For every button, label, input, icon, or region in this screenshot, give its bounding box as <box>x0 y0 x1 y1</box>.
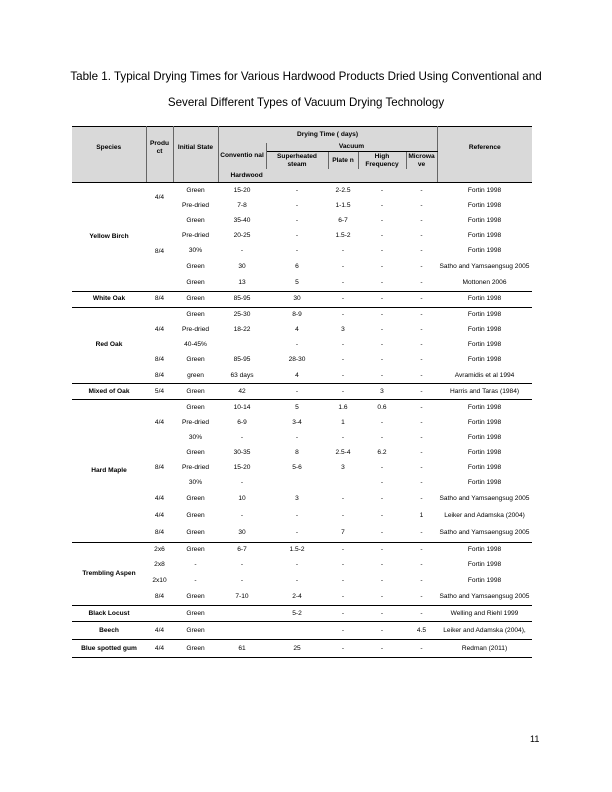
hf-cell: - <box>358 640 406 658</box>
conventional-cell: 42 <box>218 384 266 400</box>
hf-cell: - <box>380 326 384 334</box>
platen-cell: - <box>341 279 345 287</box>
product-cell: 4/4 <box>146 400 173 446</box>
superheated-cell: 4 <box>295 326 299 334</box>
hf-cell: - <box>380 512 384 520</box>
platen-cell: - <box>328 606 358 622</box>
microwave-cell: - <box>420 464 423 472</box>
platen-cell: - <box>341 262 345 270</box>
conventional-cell: 35-40 <box>233 216 251 224</box>
state-cell: Pre-dried <box>181 231 210 239</box>
reference-cell: Fortin 1998 <box>467 246 502 254</box>
header-vacuum: Vacuum <box>266 143 437 152</box>
platen-cell: - <box>328 640 358 658</box>
conventional-cell: 18-22 <box>233 326 251 334</box>
platen-cell: 6-7 <box>338 216 348 224</box>
platen-cell <box>328 476 358 491</box>
microwave-cell: - <box>406 291 437 307</box>
table-title-line-2: Several Different Types of Vacuum Drying Technology <box>167 96 445 109</box>
product-cell: 2x10 <box>152 576 167 584</box>
superheated-cell: - <box>295 561 299 569</box>
conventional-cell: - <box>240 246 244 254</box>
product-cell <box>146 606 173 622</box>
header-platen: Plate n <box>328 152 358 170</box>
hf-cell: - <box>380 433 384 441</box>
reference-cell: Fortin 1998 <box>467 216 502 224</box>
reference-cell: Fortin 1998 <box>437 291 532 307</box>
microwave-cell: - <box>420 561 423 569</box>
platen-cell: - <box>341 592 345 600</box>
reference-cell: Harris and Taras (1984) <box>437 384 532 400</box>
platen-cell: - <box>341 341 345 349</box>
conventional-cell: 15-20 <box>233 464 251 472</box>
species-cell: Red Oak <box>72 307 146 383</box>
platen-cell: - <box>341 371 345 379</box>
reference-cell: Fortin 1998 <box>467 186 502 194</box>
state-cell: Green <box>186 495 205 503</box>
species-cell: Blue spotted gum <box>72 640 146 658</box>
superheated-cell: 5-2 <box>266 606 328 622</box>
state-cell: - <box>194 561 197 569</box>
reference-cell: Welling and Riehl 1999 <box>437 606 532 622</box>
state-cell: Green <box>186 356 205 364</box>
drying-times-table <box>72 126 532 658</box>
platen-cell: - <box>341 561 345 569</box>
platen-cell: - <box>341 576 345 584</box>
reference-cell: Fortin 1998 <box>467 576 502 584</box>
product-cell: 4/4 <box>154 512 165 520</box>
header-product: Produ ct <box>146 127 173 170</box>
reference-cell: Leiker and Adamska (2004) <box>444 512 525 520</box>
microwave-cell: - <box>420 433 423 441</box>
state-cell: Green <box>186 216 205 224</box>
conventional-cell: 15-20 <box>233 186 251 194</box>
product-cell: 8/4 <box>154 592 165 600</box>
header-drying-time: Drying Time ( days) <box>218 127 437 144</box>
conventional-cell: 7-10 <box>235 592 249 600</box>
microwave-cell: - <box>420 231 423 239</box>
hf-cell: 6.2 <box>377 449 387 457</box>
hf-cell: - <box>380 464 384 472</box>
microwave-cell: - <box>406 307 437 323</box>
microwave-cell: - <box>420 186 423 194</box>
species-cell: Black Locust <box>72 606 146 622</box>
microwave-cell: - <box>420 341 423 349</box>
product-cell: 8/4 <box>146 291 173 307</box>
conventional-cell: - <box>240 433 244 441</box>
hf-cell: - <box>380 201 384 209</box>
microwave-cell: - <box>406 606 437 622</box>
hf-cell: - <box>380 418 384 426</box>
microwave-cell: - <box>420 529 423 537</box>
product-cell: 8/4 <box>154 464 165 472</box>
superheated-cell: 30 <box>266 291 328 307</box>
conventional-cell: 6-7 <box>218 542 266 558</box>
superheated-cell: - <box>266 384 328 400</box>
platen-cell: 3 <box>341 326 345 334</box>
superheated-cell: - <box>295 341 299 349</box>
species-cell: Mixed of Oak <box>72 384 146 400</box>
species-cell: Trembling Aspen <box>72 542 146 605</box>
reference-cell: Fortin 1998 <box>467 201 502 209</box>
microwave-cell: 1 <box>419 512 424 520</box>
product-cell: 4/4 <box>146 622 173 640</box>
conventional-cell: 7-8 <box>237 201 247 209</box>
page-number: 11 <box>530 734 540 744</box>
header-hardwood: Hardwood <box>218 169 437 183</box>
reference-cell: Fortin 1998 <box>467 464 502 472</box>
hf-cell: - <box>380 231 384 239</box>
reference-cell: Satho and Yamsaengsug 2005 <box>439 262 530 270</box>
superheated-cell: 25 <box>266 640 328 658</box>
header-species: Species <box>72 127 146 170</box>
microwave-cell: - <box>420 449 423 457</box>
header-initial-state: Initial State <box>173 127 218 170</box>
state-cell: 30% <box>188 246 203 254</box>
microwave-cell: - <box>406 542 437 558</box>
reference-cell: Mottonen 2006 <box>462 279 507 287</box>
state-cell: Green <box>173 622 218 640</box>
conventional-cell: - <box>240 576 244 584</box>
species-cell: Beech <box>72 622 146 640</box>
reference-cell: Fortin 1998 <box>437 542 532 558</box>
superheated-cell: - <box>295 512 299 520</box>
header-high-frequency: High Frequency <box>358 152 406 170</box>
header-conventional: Conventio nal <box>218 143 266 169</box>
state-cell: Green <box>173 542 218 558</box>
conventional-cell <box>218 606 266 622</box>
superheated-cell: - <box>295 231 299 239</box>
conventional-cell: 30 <box>238 262 246 270</box>
reference-cell: Satho and Yamsaengsug 2005 <box>439 592 530 600</box>
reference-cell: Avramidis et al 1994 <box>454 371 515 379</box>
conventional-cell: - <box>240 561 244 569</box>
platen-cell: - <box>341 512 345 520</box>
platen-cell: - <box>328 542 358 558</box>
hf-cell: - <box>380 186 384 194</box>
hf-cell: - <box>358 291 406 307</box>
hf-cell: - <box>380 262 384 270</box>
superheated-cell: 3-4 <box>292 418 302 426</box>
product-cell: 4/4 <box>154 194 165 202</box>
conventional-cell: 10 <box>238 495 246 503</box>
product-cell: 8/4 <box>154 247 165 255</box>
hf-cell: - <box>380 356 384 364</box>
state-cell: Green <box>186 592 205 600</box>
reference-cell: Fortin 1998 <box>467 479 502 487</box>
superheated-cell: 5-6 <box>292 464 302 472</box>
hf-cell: - <box>380 371 384 379</box>
microwave-cell: - <box>420 326 423 334</box>
superheated-cell: 8-9 <box>266 307 328 323</box>
reference-cell: Fortin 1998 <box>467 341 502 349</box>
product-cell: 4/4 <box>146 307 173 353</box>
conventional-cell <box>218 338 266 353</box>
state-cell: 40-45% <box>184 341 207 349</box>
superheated-cell: - <box>295 433 299 441</box>
superheated-cell: - <box>295 246 299 254</box>
hf-cell: - <box>380 529 384 537</box>
hf-cell: - <box>380 479 384 487</box>
hf-cell: - <box>380 341 384 349</box>
platen-cell: 7 <box>341 529 345 537</box>
microwave-cell: - <box>420 201 423 209</box>
platen-cell: 1 <box>341 418 345 426</box>
conventional-cell: 30 <box>238 529 246 537</box>
microwave-cell: - <box>420 495 423 503</box>
platen-cell: - <box>341 356 345 364</box>
reference-cell: Leiker and Adamska (2004), <box>437 622 532 640</box>
state-cell: Green <box>173 384 218 400</box>
reference-cell: Fortin 1998 <box>437 307 532 323</box>
header-reference: Reference <box>437 127 532 170</box>
table-title-line-1: Table 1. Typical Drying Times for Various Hardwood Products Dried Using Conventional and <box>70 70 542 83</box>
reference-cell: Satho and Yamsaengsug 2005 <box>439 495 530 503</box>
microwave-cell: - <box>420 576 423 584</box>
state-cell: Pre-dried <box>181 418 210 426</box>
superheated-cell: - <box>295 216 299 224</box>
conventional-cell: 61 <box>218 640 266 658</box>
platen-cell: 2.5-4 <box>335 449 351 457</box>
conventional-cell: 13 <box>238 279 246 287</box>
microwave-cell: - <box>406 384 437 400</box>
state-cell: - <box>194 576 197 584</box>
superheated-cell: 4 <box>295 371 299 379</box>
microwave-cell: - <box>420 592 423 600</box>
hf-cell: 3 <box>358 384 406 400</box>
hf-cell: - <box>380 279 384 287</box>
reference-cell: Fortin 1998 <box>467 356 502 364</box>
platen-cell: - <box>341 433 345 441</box>
platen-cell: - <box>341 246 345 254</box>
platen-cell: - <box>328 291 358 307</box>
state-cell: Pre-dried <box>181 201 210 209</box>
hf-cell: - <box>380 576 384 584</box>
reference-cell: Fortin 1998 <box>467 561 502 569</box>
conventional-cell: 10-14 <box>218 400 266 416</box>
header-superheated-steam: Superheated steam <box>266 152 328 170</box>
state-cell: Pre-dried <box>181 326 210 334</box>
superheated-cell: 3 <box>295 495 299 503</box>
superheated-cell: - <box>295 576 299 584</box>
superheated-cell: - <box>295 186 299 194</box>
conventional-cell <box>218 622 266 640</box>
state-cell: Green <box>173 640 218 658</box>
state-cell: Green <box>186 449 205 457</box>
hf-cell: - <box>358 307 406 323</box>
superheated-cell: 28-30 <box>288 356 306 364</box>
superheated-cell: - <box>295 529 299 537</box>
reference-cell: Satho and Yamsaengsug 2005 <box>439 529 530 537</box>
microwave-cell: - <box>420 356 423 364</box>
microwave-cell: - <box>420 418 423 426</box>
hf-cell: - <box>380 561 384 569</box>
platen-cell: 1-1.5 <box>335 201 351 209</box>
state-cell: Green <box>186 262 205 270</box>
conventional-cell: - <box>240 479 244 487</box>
microwave-cell: - <box>420 279 423 287</box>
superheated-cell: 5 <box>266 400 328 416</box>
product-cell: 8/4 <box>154 356 165 364</box>
platen-cell: 3 <box>341 464 345 472</box>
state-cell: Green <box>173 400 218 416</box>
conventional-cell: 63 days <box>230 371 254 379</box>
state-cell: Green <box>186 529 205 537</box>
platen-cell: - <box>328 622 358 640</box>
conventional-cell: - <box>240 512 244 520</box>
product-cell: 8/4 <box>154 529 165 537</box>
superheated-cell <box>266 476 328 491</box>
microwave-cell: - <box>420 246 423 254</box>
state-cell: Green <box>173 291 218 307</box>
state-cell: 30% <box>188 479 203 487</box>
state-cell: Green <box>173 307 218 323</box>
reference-cell: Fortin 1998 <box>437 400 532 416</box>
state-cell: Green <box>173 606 218 622</box>
state-cell: Green <box>186 512 205 520</box>
state-cell: Green <box>186 186 205 194</box>
reference-cell: Fortin 1998 <box>467 231 502 239</box>
species-cell: Yellow Birch <box>89 232 129 240</box>
product-cell: 2x8 <box>154 561 165 569</box>
product-cell: 4/4 <box>154 495 165 503</box>
platen-cell: - <box>328 384 358 400</box>
header-microwave: Microwa ve <box>406 152 437 170</box>
platen-cell: 1.6 <box>328 400 358 416</box>
state-cell: 30% <box>188 433 203 441</box>
platen-cell: - <box>341 495 345 503</box>
conventional-cell: 85-95 <box>233 356 251 364</box>
superheated-cell: 5 <box>295 279 299 287</box>
hf-cell: - <box>380 592 384 600</box>
species-cell: Hard Maple <box>72 400 146 543</box>
hf-cell: 0.6 <box>358 400 406 416</box>
superheated-cell: 8 <box>295 449 299 457</box>
conventional-cell: 6-9 <box>237 418 247 426</box>
microwave-cell: - <box>420 262 423 270</box>
state-cell: Green <box>186 279 205 287</box>
superheated-cell <box>266 622 328 640</box>
conventional-cell: 25-30 <box>218 307 266 323</box>
platen-cell: 1.5-2 <box>335 231 351 239</box>
microwave-cell: - <box>420 216 423 224</box>
state-cell: green <box>187 371 204 379</box>
product-cell: 5/4 <box>146 384 173 400</box>
conventional-cell: 85-95 <box>218 291 266 307</box>
state-cell: Pre-dried <box>181 464 210 472</box>
product-cell: 8/4 <box>154 371 165 379</box>
reference-cell: Fortin 1998 <box>467 418 502 426</box>
microwave-cell: - <box>420 479 423 487</box>
reference-cell: Redman (2011) <box>437 640 532 658</box>
superheated-cell: - <box>295 201 299 209</box>
microwave-cell: - <box>406 640 437 658</box>
hf-cell: - <box>380 246 384 254</box>
platen-cell: 2-2.5 <box>335 186 351 194</box>
superheated-cell: 6 <box>295 262 299 270</box>
microwave-cell: - <box>406 400 437 416</box>
species-cell: White Oak <box>72 291 146 307</box>
conventional-cell: 30-35 <box>233 449 251 457</box>
product-cell: 2x6 <box>146 542 173 558</box>
conventional-cell: 20-25 <box>233 231 251 239</box>
hf-cell: - <box>380 216 384 224</box>
hf-cell: - <box>358 542 406 558</box>
reference-cell: Fortin 1998 <box>467 449 502 457</box>
hf-cell: - <box>358 622 406 640</box>
microwave-cell: 4.5 <box>406 622 437 640</box>
reference-cell: Fortin 1998 <box>467 326 502 334</box>
platen-cell: - <box>328 307 358 323</box>
superheated-cell: 1.5-2 <box>266 542 328 558</box>
reference-cell: Fortin 1998 <box>467 433 502 441</box>
superheated-cell: 2-4 <box>292 592 302 600</box>
microwave-cell: - <box>420 371 423 379</box>
product-cell: 4/4 <box>146 640 173 658</box>
hf-cell: - <box>380 495 384 503</box>
hf-cell: - <box>358 606 406 622</box>
